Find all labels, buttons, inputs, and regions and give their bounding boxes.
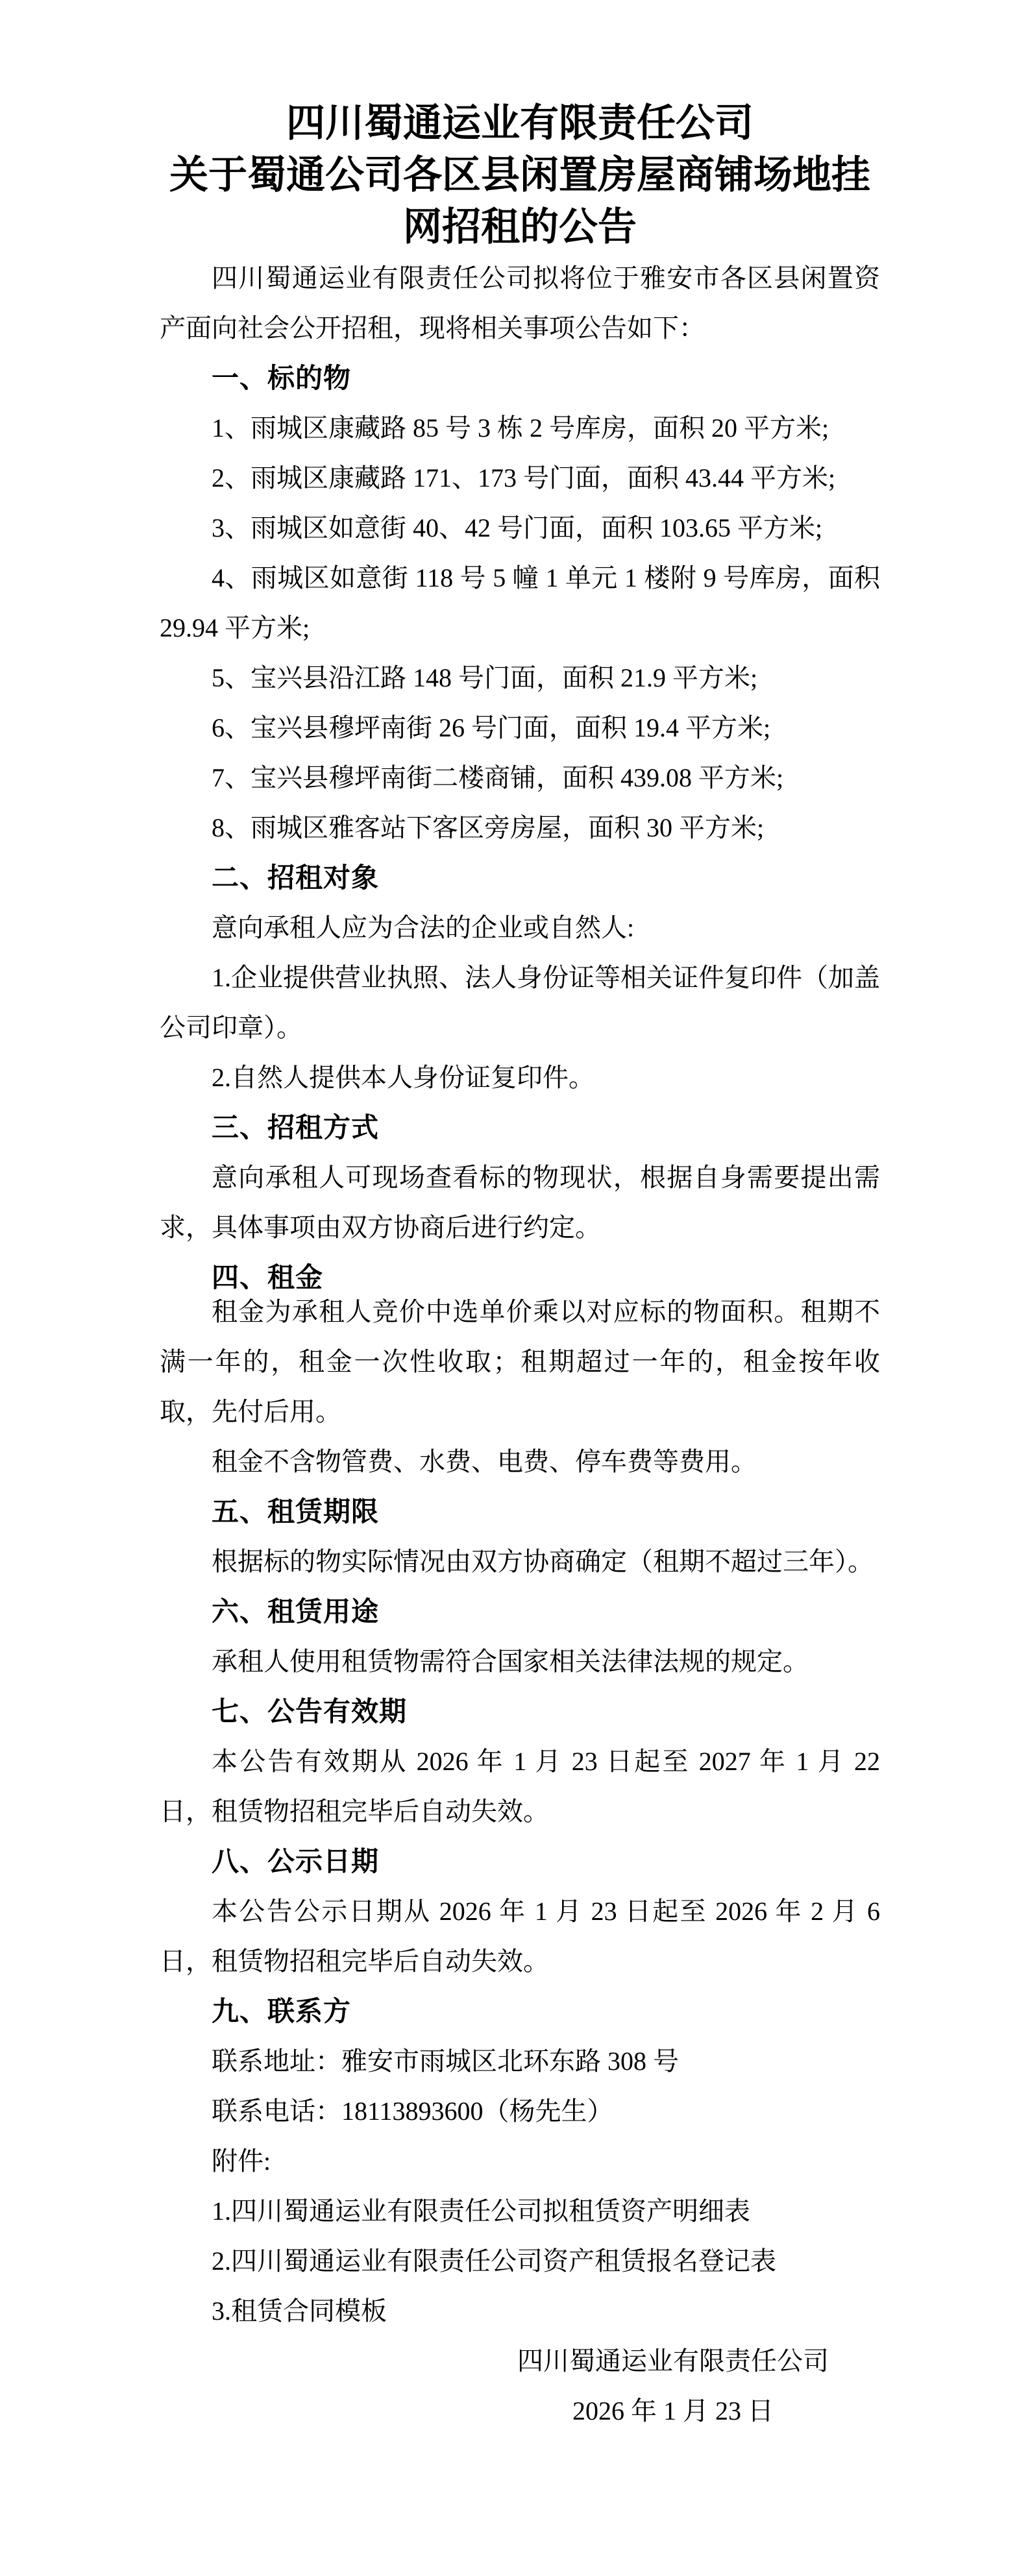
attachments-label: 附件: <box>212 2146 271 2176</box>
paragraph: 2.自然人提供本人身份证复印件。 <box>212 1063 595 1092</box>
list-item: 4、雨城区如意街 118 号 5 幢 1 单元 1 楼附 9 号库房，面积 29.94 平方米; <box>160 563 880 642</box>
contact-phone: 联系电话：18113893600（杨先生） <box>212 2096 613 2126</box>
contact-address: 联系地址：雅安市雨城区北环东路 308 号 <box>212 2047 679 2076</box>
section-heading-4: 四、租金 <box>212 1262 324 1293</box>
paragraph: 意向承租人应为合法的企业或自然人: <box>212 913 635 942</box>
attachment-item: 1.四川蜀通运业有限责任公司拟租赁资产明细表 <box>212 2196 750 2226</box>
list-item: 6、宝兴县穆坪南街 26 号门面，面积 19.4 平方米; <box>212 713 771 742</box>
document-title <box>160 97 880 253</box>
section-heading-1: 一、标的物 <box>212 363 352 393</box>
section-heading-9: 九、联系方 <box>212 1996 352 2026</box>
section-heading-3: 三、招租方式 <box>212 1112 380 1143</box>
paragraph: 本公告公示日期从 2026 年 1 月 23 日起至 2026 年 2 月 6 日，租赁物招租完毕后自动失效。 <box>160 1897 880 1976</box>
paragraph: 本公告有效期从 2026 年 1 月 23 日起至 2027 年 1 月 22 日，租赁物招租完毕后自动失效。 <box>160 1747 880 1826</box>
attachment-item: 3.租赁合同模板 <box>212 2296 387 2326</box>
paragraph: 根据标的物实际情况由双方协商确定（租期不超过三年）。 <box>212 1547 874 1576</box>
section-heading-8: 八、公示日期 <box>212 1846 380 1877</box>
list-item: 3、雨城区如意街 40、42 号门面，面积 103.65 平方米; <box>212 513 823 542</box>
paragraph: 1.企业提供营业执照、法人身份证等相关证件复印件（加盖公司印章）。 <box>160 963 880 1042</box>
section-heading-5: 五、租赁期限 <box>212 1496 380 1527</box>
list-item: 5、宝兴县沿江路 148 号门面，面积 21.9 平方米; <box>212 663 758 692</box>
title-line-2: 关于蜀通公司各区县闲置房屋商铺场地挂 <box>169 154 870 197</box>
list-item: 2、雨城区康藏路 171、173 号门面，面积 43.44 平方米; <box>212 463 836 492</box>
section-heading-2: 二、招租对象 <box>212 862 380 893</box>
paragraph: 承租人使用租赁物需符合国家相关法律法规的规定。 <box>212 1647 809 1676</box>
paragraph: 意向承租人可现场查看标的物现状，根据自身需要提出需求，具体事项由双方协商后进行约定。 <box>160 1163 880 1242</box>
section-heading-6: 六、租赁用途 <box>212 1596 380 1627</box>
paragraph: 租金为承租人竞价中选单价乘以对应标的物面积。租期不满一年的，租金一次性收取；租期超过一年的，租金按年收取，先付后用。 <box>160 1297 880 1426</box>
list-item: 8、雨城区雅客站下客区旁房屋，面积 30 平方米; <box>212 813 765 842</box>
title-line-3: 网招租的公告 <box>403 206 637 249</box>
signature-block <box>517 2336 829 2436</box>
section-heading-7: 七、公告有效期 <box>212 1696 408 1727</box>
paragraph: 租金不含物管费、水费、电费、停车费等费用。 <box>212 1447 757 1476</box>
signature-company: 四川蜀通运业有限责任公司 <box>517 2346 829 2376</box>
signature-date: 2026 年 1 月 23 日 <box>572 2396 774 2425</box>
list-item: 1、雨城区康藏路 85 号 3 栋 2 号库房，面积 20 平方米; <box>212 413 829 443</box>
intro-paragraph: 四川蜀通运业有限责任公司拟将位于雅安市各区县闲置资产面向社会公开招租，现将相关事项公告如下： <box>160 263 880 343</box>
attachment-item: 2.四川蜀通运业有限责任公司资产租赁报名登记表 <box>212 2246 776 2276</box>
document-body <box>160 253 880 2436</box>
title-line-1: 四川蜀通运业有限责任公司 <box>286 102 754 145</box>
list-item: 7、宝兴县穆坪南街二楼商铺，面积 439.08 平方米; <box>212 763 784 792</box>
